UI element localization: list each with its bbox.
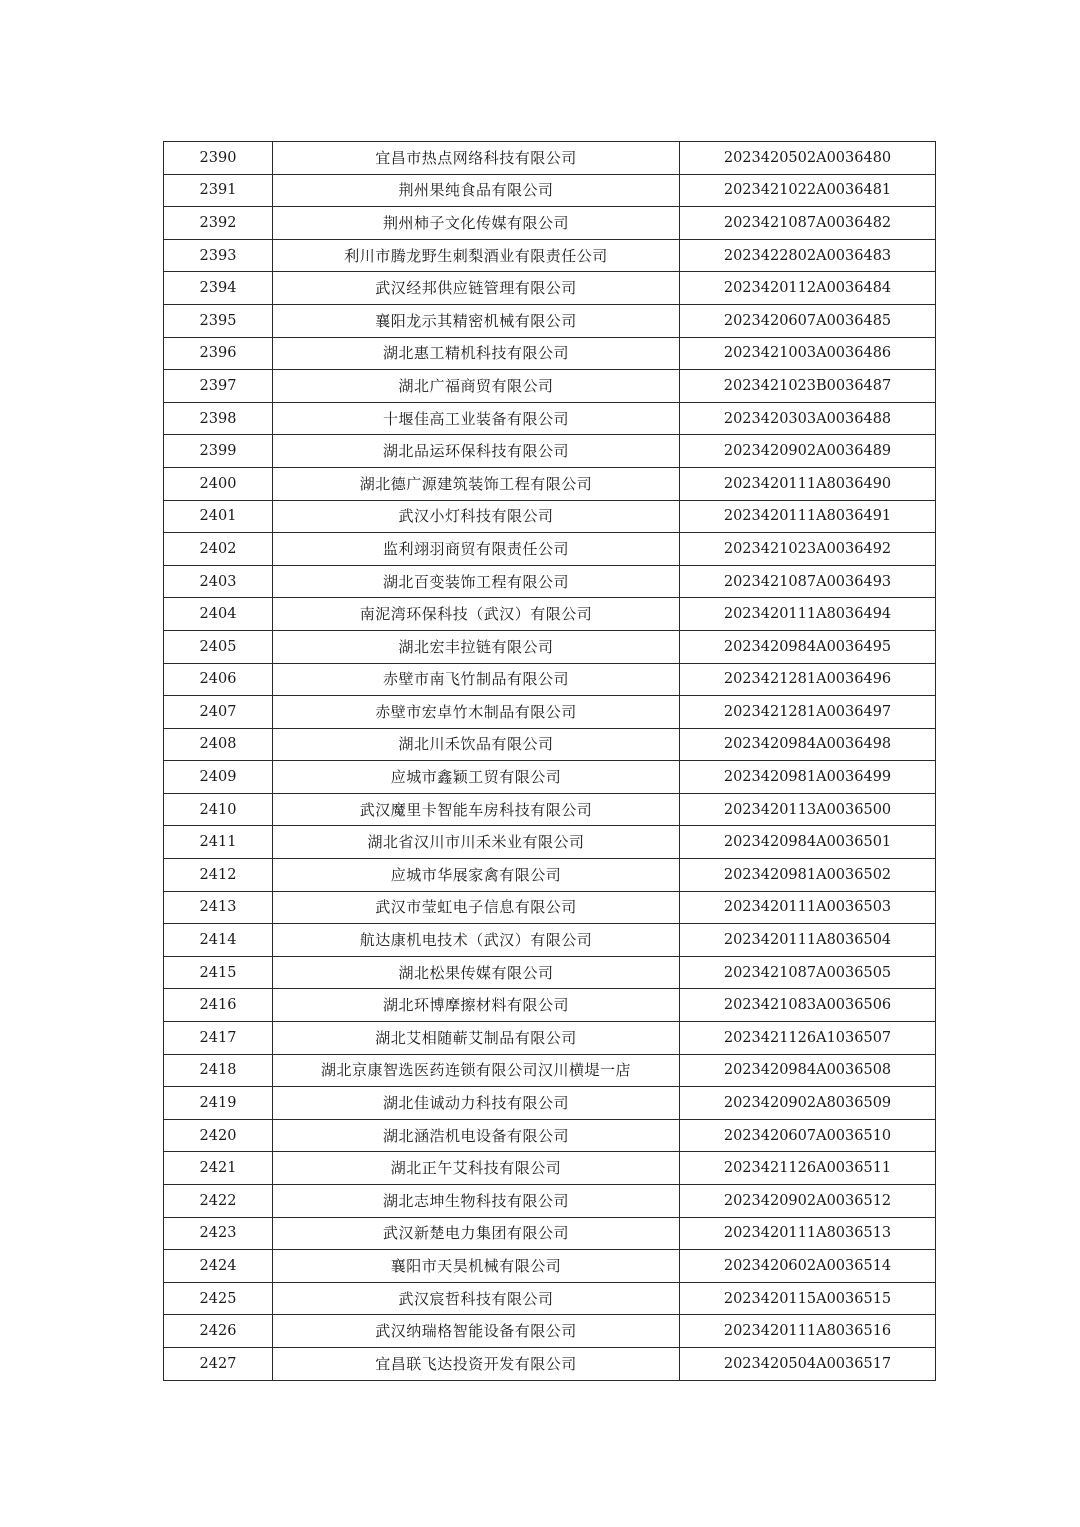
company-name: 武汉魔里卡智能车房科技有限公司 — [273, 793, 680, 826]
company-name: 武汉市莹虹电子信息有限公司 — [273, 891, 680, 924]
company-name: 利川市腾龙野生刺梨酒业有限责任公司 — [273, 239, 680, 272]
registration-code: 2023420902A0036512 — [680, 1185, 936, 1218]
registration-code: 2023420984A0036495 — [680, 630, 936, 663]
row-number: 2419 — [164, 1087, 273, 1120]
row-number: 2410 — [164, 793, 273, 826]
company-name: 赤壁市宏卓竹木制品有限公司 — [273, 696, 680, 729]
table-row — [164, 1152, 936, 1185]
company-name: 荆州果纯食品有限公司 — [273, 174, 680, 207]
registration-code: 2023421023B0036487 — [680, 370, 936, 403]
table-row — [164, 793, 936, 826]
row-number: 2420 — [164, 1119, 273, 1152]
registration-code: 2023420111A8036516 — [680, 1315, 936, 1348]
company-name: 湖北川禾饮品有限公司 — [273, 728, 680, 761]
company-name: 航达康机电技术（武汉）有限公司 — [273, 924, 680, 957]
table-row — [164, 728, 936, 761]
row-number: 2404 — [164, 598, 273, 631]
table-row — [164, 337, 936, 370]
row-number: 2391 — [164, 174, 273, 207]
registration-code: 2023420984A0036508 — [680, 1054, 936, 1087]
registration-code: 2023421003A0036486 — [680, 337, 936, 370]
row-number: 2425 — [164, 1282, 273, 1315]
row-number: 2426 — [164, 1315, 273, 1348]
company-name: 湖北广福商贸有限公司 — [273, 370, 680, 403]
registration-code: 2023420607A0036510 — [680, 1119, 936, 1152]
registration-code: 2023421022A0036481 — [680, 174, 936, 207]
registration-code: 2023420981A0036499 — [680, 761, 936, 794]
table-row — [164, 663, 936, 696]
row-number: 2392 — [164, 207, 273, 240]
row-number: 2397 — [164, 370, 273, 403]
company-name: 湖北宏丰拉链有限公司 — [273, 630, 680, 663]
company-name: 湖北正午艾科技有限公司 — [273, 1152, 680, 1185]
table-row — [164, 1250, 936, 1283]
table-row — [164, 533, 936, 566]
registration-code: 2023421083A0036506 — [680, 989, 936, 1022]
company-name: 襄阳龙示其精密机械有限公司 — [273, 304, 680, 337]
table-row — [164, 467, 936, 500]
registration-code: 2023421281A0036496 — [680, 663, 936, 696]
registration-code: 2023420115A0036515 — [680, 1282, 936, 1315]
company-name: 宜昌市热点网络科技有限公司 — [273, 142, 680, 175]
table-row — [164, 1054, 936, 1087]
company-name: 湖北惠工精机科技有限公司 — [273, 337, 680, 370]
row-number: 2402 — [164, 533, 273, 566]
table-row — [164, 565, 936, 598]
table-row — [164, 696, 936, 729]
registration-code: 2023421087A0036493 — [680, 565, 936, 598]
table-row — [164, 1315, 936, 1348]
table-row — [164, 435, 936, 468]
company-name: 荆州柿子文化传媒有限公司 — [273, 207, 680, 240]
table-row — [164, 402, 936, 435]
table-row — [164, 989, 936, 1022]
registration-code: 2023421023A0036492 — [680, 533, 936, 566]
company-name: 武汉新楚电力集团有限公司 — [273, 1217, 680, 1250]
company-name: 监利翊羽商贸有限责任公司 — [273, 533, 680, 566]
registration-code: 2023420111A8036513 — [680, 1217, 936, 1250]
row-number: 2407 — [164, 696, 273, 729]
row-number: 2403 — [164, 565, 273, 598]
row-number: 2416 — [164, 989, 273, 1022]
registration-code: 2023420303A0036488 — [680, 402, 936, 435]
company-name: 南泥湾环保科技（武汉）有限公司 — [273, 598, 680, 631]
row-number: 2415 — [164, 956, 273, 989]
registration-code: 2023421281A0036497 — [680, 696, 936, 729]
registration-code: 2023420111A8036491 — [680, 500, 936, 533]
company-name: 湖北百变装饰工程有限公司 — [273, 565, 680, 598]
registration-code: 2023420602A0036514 — [680, 1250, 936, 1283]
table-row — [164, 1185, 936, 1218]
row-number: 2409 — [164, 761, 273, 794]
row-number: 2398 — [164, 402, 273, 435]
table-row — [164, 1087, 936, 1120]
company-name: 宜昌联飞达投资开发有限公司 — [273, 1347, 680, 1380]
table-body — [164, 142, 936, 1381]
table-row — [164, 1022, 936, 1055]
company-name: 湖北松果传媒有限公司 — [273, 956, 680, 989]
company-name: 应城市鑫颖工贸有限公司 — [273, 761, 680, 794]
row-number: 2401 — [164, 500, 273, 533]
registration-code: 2023420502A0036480 — [680, 142, 936, 175]
registration-code: 2023420984A0036498 — [680, 728, 936, 761]
registration-code: 2023420112A0036484 — [680, 272, 936, 305]
row-number: 2394 — [164, 272, 273, 305]
row-number: 2405 — [164, 630, 273, 663]
table-row — [164, 370, 936, 403]
company-name: 十堰佳高工业装备有限公司 — [273, 402, 680, 435]
registration-code: 2023421087A0036505 — [680, 956, 936, 989]
registration-code: 2023420111A8036490 — [680, 467, 936, 500]
registration-code: 2023420902A8036509 — [680, 1087, 936, 1120]
registration-code: 2023420113A0036500 — [680, 793, 936, 826]
row-number: 2417 — [164, 1022, 273, 1055]
row-number: 2427 — [164, 1347, 273, 1380]
registration-code: 2023420504A0036517 — [680, 1347, 936, 1380]
row-number: 2399 — [164, 435, 273, 468]
company-name: 武汉宸哲科技有限公司 — [273, 1282, 680, 1315]
table-row — [164, 1119, 936, 1152]
table-row — [164, 1217, 936, 1250]
table-row — [164, 891, 936, 924]
registration-code: 2023420984A0036501 — [680, 826, 936, 859]
registration-code: 2023420111A0036503 — [680, 891, 936, 924]
company-name: 湖北京康智选医药连锁有限公司汉川横堤一店 — [273, 1054, 680, 1087]
table-row — [164, 924, 936, 957]
row-number: 2424 — [164, 1250, 273, 1283]
company-name: 武汉纳瑞格智能设备有限公司 — [273, 1315, 680, 1348]
row-number: 2412 — [164, 859, 273, 892]
registration-code: 2023421126A0036511 — [680, 1152, 936, 1185]
row-number: 2390 — [164, 142, 273, 175]
table-row — [164, 142, 936, 175]
row-number: 2422 — [164, 1185, 273, 1218]
company-registry-table — [163, 141, 936, 1381]
table-row — [164, 956, 936, 989]
company-name: 湖北品运环保科技有限公司 — [273, 435, 680, 468]
row-number: 2396 — [164, 337, 273, 370]
company-name: 应城市华展家禽有限公司 — [273, 859, 680, 892]
table-row — [164, 272, 936, 305]
registration-code: 2023422802A0036483 — [680, 239, 936, 272]
table-row — [164, 1282, 936, 1315]
registration-code: 2023420607A0036485 — [680, 304, 936, 337]
row-number: 2423 — [164, 1217, 273, 1250]
registration-code: 2023421126A1036507 — [680, 1022, 936, 1055]
table-row — [164, 500, 936, 533]
company-name: 湖北艾相随蕲艾制品有限公司 — [273, 1022, 680, 1055]
registration-code: 2023420111A8036504 — [680, 924, 936, 957]
company-name: 武汉小灯科技有限公司 — [273, 500, 680, 533]
table-row — [164, 826, 936, 859]
registration-code: 2023420981A0036502 — [680, 859, 936, 892]
table-row — [164, 630, 936, 663]
row-number: 2411 — [164, 826, 273, 859]
company-name: 赤壁市南飞竹制品有限公司 — [273, 663, 680, 696]
company-name: 湖北环博摩擦材料有限公司 — [273, 989, 680, 1022]
row-number: 2395 — [164, 304, 273, 337]
registration-code: 2023421087A0036482 — [680, 207, 936, 240]
row-number: 2413 — [164, 891, 273, 924]
row-number: 2408 — [164, 728, 273, 761]
table-row — [164, 239, 936, 272]
row-number: 2418 — [164, 1054, 273, 1087]
row-number: 2421 — [164, 1152, 273, 1185]
registration-code: 2023420111A8036494 — [680, 598, 936, 631]
table-row — [164, 174, 936, 207]
row-number: 2393 — [164, 239, 273, 272]
company-name: 湖北德广源建筑装饰工程有限公司 — [273, 467, 680, 500]
table-row — [164, 761, 936, 794]
row-number: 2400 — [164, 467, 273, 500]
company-name: 湖北涵浩机电设备有限公司 — [273, 1119, 680, 1152]
company-name: 湖北志坤生物科技有限公司 — [273, 1185, 680, 1218]
company-name: 武汉经邦供应链管理有限公司 — [273, 272, 680, 305]
company-name: 湖北佳诚动力科技有限公司 — [273, 1087, 680, 1120]
registration-code: 2023420902A0036489 — [680, 435, 936, 468]
row-number: 2406 — [164, 663, 273, 696]
table-row — [164, 859, 936, 892]
table-row — [164, 304, 936, 337]
company-name: 襄阳市天昊机械有限公司 — [273, 1250, 680, 1283]
table-row — [164, 207, 936, 240]
table-row — [164, 1347, 936, 1380]
row-number: 2414 — [164, 924, 273, 957]
company-name: 湖北省汉川市川禾米业有限公司 — [273, 826, 680, 859]
table-row — [164, 598, 936, 631]
